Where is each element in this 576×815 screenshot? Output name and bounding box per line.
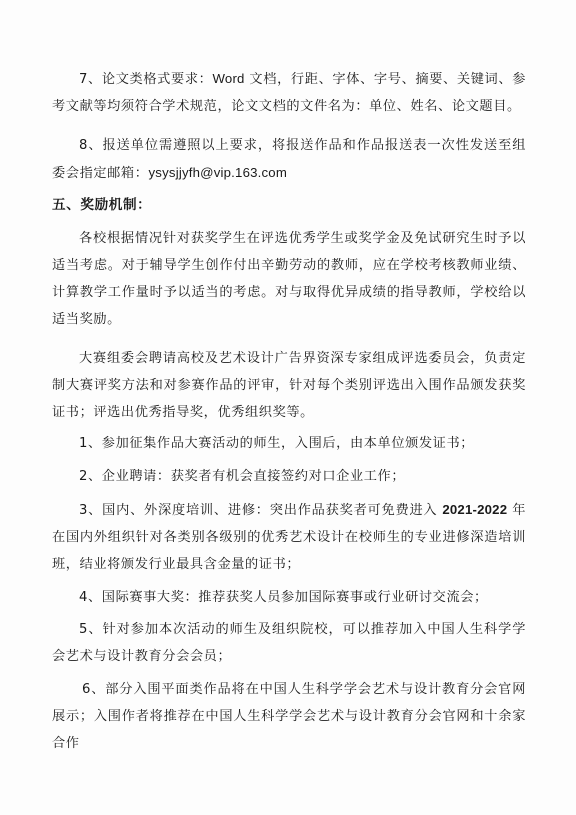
item-8-submission bbox=[52, 132, 526, 187]
item-8-text: 8、报送单位需遵照以上要求，将报送作品和作品报送表一次性发送至组委会指定邮箱： bbox=[52, 138, 526, 181]
item-7-word: Word bbox=[212, 71, 245, 86]
reward-item-5: 5、针对参加本次活动的师生及组织院校，可以推荐加入中国人生科学学会艺术与设计教育分会会员； bbox=[52, 622, 526, 664]
item-7-rest: 文档，行距、字体、字号、摘要、关键词、参考文献等均须符合学术规范，论文文档的文件名为：单位、姓名、论文题目。 bbox=[52, 72, 526, 114]
item-8-email: ysysjjyfh@vip.163.com bbox=[148, 165, 288, 180]
reward-item-4: 4、国际赛事大奖：推荐获奖人员参加国际赛事或行业研讨交流会； bbox=[79, 590, 488, 605]
item-7-lead: 7、论文类格式要求： bbox=[79, 72, 213, 87]
reward-item-2: 2、企业聘请：获奖者有机会直接签约对口企业工作； bbox=[79, 469, 406, 484]
reward-paragraph-1: 各校根据情况针对获奖学生在评选优秀学生或奖学金及免试研究生时予以适当考虑。对于辅导学生创作付出辛勤劳动的教师，应在学校考核教师业绩、计算教学工作量时予以适当的考虑。对与取得优异成绩的指导教师，学校给以适当奖励。 bbox=[52, 231, 526, 327]
reward-item-6: 6、部分入围平面类作品将在中国人生科学学会艺术与设计教育分会官网展示；入围作者将推荐在中国人生科学学会艺术与设计教育分会官网和十余家合作 bbox=[52, 682, 526, 751]
reward-item-3-years: 2021-2022 bbox=[442, 502, 508, 517]
reward-item-3 bbox=[52, 496, 526, 578]
item-7-format-requirements bbox=[52, 65, 526, 120]
section-5-heading: 五、奖励机制： bbox=[52, 197, 152, 213]
reward-paragraph-2: 大赛组委会聘请高校及艺术设计广告界资深专家组成评选委员会，负责定制大赛评奖方法和对参赛作品的评审，针对每个类别评选出入围作品颁发获奖证书；评选出优秀指导奖，优秀组织奖等。 bbox=[52, 351, 526, 420]
reward-item-3-lead: 3、国内、外深度培训、进修：突出作品获奖者可免费进入 bbox=[79, 503, 443, 518]
reward-item-3-rest: 年在国内外组织针对各类别各级别的优秀艺术设计在校师生的专业进修深造培训班，结业将颁发行业最具含金量的证书； bbox=[52, 503, 526, 572]
reward-item-1: 1、参加征集作品大赛活动的师生，入围后，由本单位颁发证书； bbox=[79, 436, 475, 451]
